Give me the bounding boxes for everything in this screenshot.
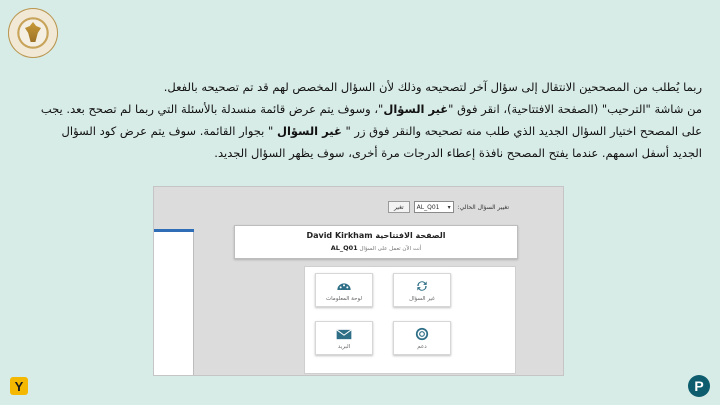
question-select-value: AL_Q01 — [416, 203, 440, 211]
change-question-label: تغيير السؤال الحالي: — [457, 203, 509, 211]
paragraph-line-3 — [22, 120, 702, 142]
tile-label: لوحة المعلومات — [325, 296, 363, 302]
instruction-paragraph — [22, 76, 702, 164]
change-question-term-2: غير السؤال — [277, 124, 342, 138]
welcome-card — [234, 225, 518, 259]
support-icon — [394, 327, 450, 341]
current-question-code: AL_Q01 — [330, 244, 358, 252]
paragraph-line-2 — [22, 98, 702, 120]
welcome-title-prefix: الصفحة الافتتاحية — [375, 231, 446, 240]
change-question-term: غير السؤال — [383, 102, 449, 116]
welcome-title — [235, 231, 517, 240]
left-panel — [154, 229, 194, 376]
chevron-down-icon: ▾ — [447, 203, 451, 211]
actions-grid — [304, 266, 516, 374]
support-tile[interactable] — [393, 321, 451, 355]
marker-name: David Kirkham — [306, 231, 373, 240]
question-select[interactable] — [414, 201, 454, 213]
dashboard-tile[interactable] — [315, 273, 373, 307]
mail-tile[interactable] — [315, 321, 373, 355]
change-question-tile[interactable] — [393, 273, 451, 307]
line2-text-c: "، وسوف يتم عرض قائمة منسدلة بالأسئلة التي ربما لم تصحح بعد. يجب — [40, 102, 384, 116]
refresh-icon — [394, 279, 450, 293]
ministry-logo — [8, 8, 58, 58]
current-question-line — [235, 244, 517, 252]
paragraph-line-4: الجديد أسفل اسمهم. عندما يفتح المصحح نافذة إعطاء الدرجات مرة أخرى، سوف يظهر السؤال الجديد. — [214, 146, 702, 160]
line2-text-a: من شاشة "الترحيب" (الصفحة الافتتاحية)، انقر فوق " — [448, 102, 702, 116]
mail-icon — [316, 327, 372, 341]
tile-label: البريد — [337, 344, 351, 350]
brand-y-logo: Y — [10, 377, 28, 395]
left-panel-accent-bar — [154, 229, 194, 232]
current-question-prefix: أنت الآن تعمل على السؤال — [359, 246, 422, 252]
dashboard-icon — [316, 279, 372, 293]
change-question-toolbar — [309, 199, 509, 215]
eagle-emblem-icon — [25, 22, 41, 42]
paragraph-line-1: ربما يُطلب من المصححين الانتقال إلى سؤال آخر لتصحيحه وذلك لأن السؤال المخصص لهم قد تم تصحيحه بالفعل. — [163, 80, 702, 94]
tile-label: غير السؤال — [409, 296, 435, 302]
pearson-logo: P — [688, 375, 710, 397]
app-screenshot — [153, 186, 564, 376]
tile-label: دعم — [417, 344, 427, 350]
line3-text-a: على المصحح اختيار السؤال الجديد الذي طلب منه تصحيحه والنقر فوق زر " — [341, 124, 702, 138]
line3-text-c: " بجوار القائمة. سوف يتم عرض كود السؤال — [61, 124, 277, 138]
change-question-button[interactable]: تغير — [388, 201, 410, 213]
